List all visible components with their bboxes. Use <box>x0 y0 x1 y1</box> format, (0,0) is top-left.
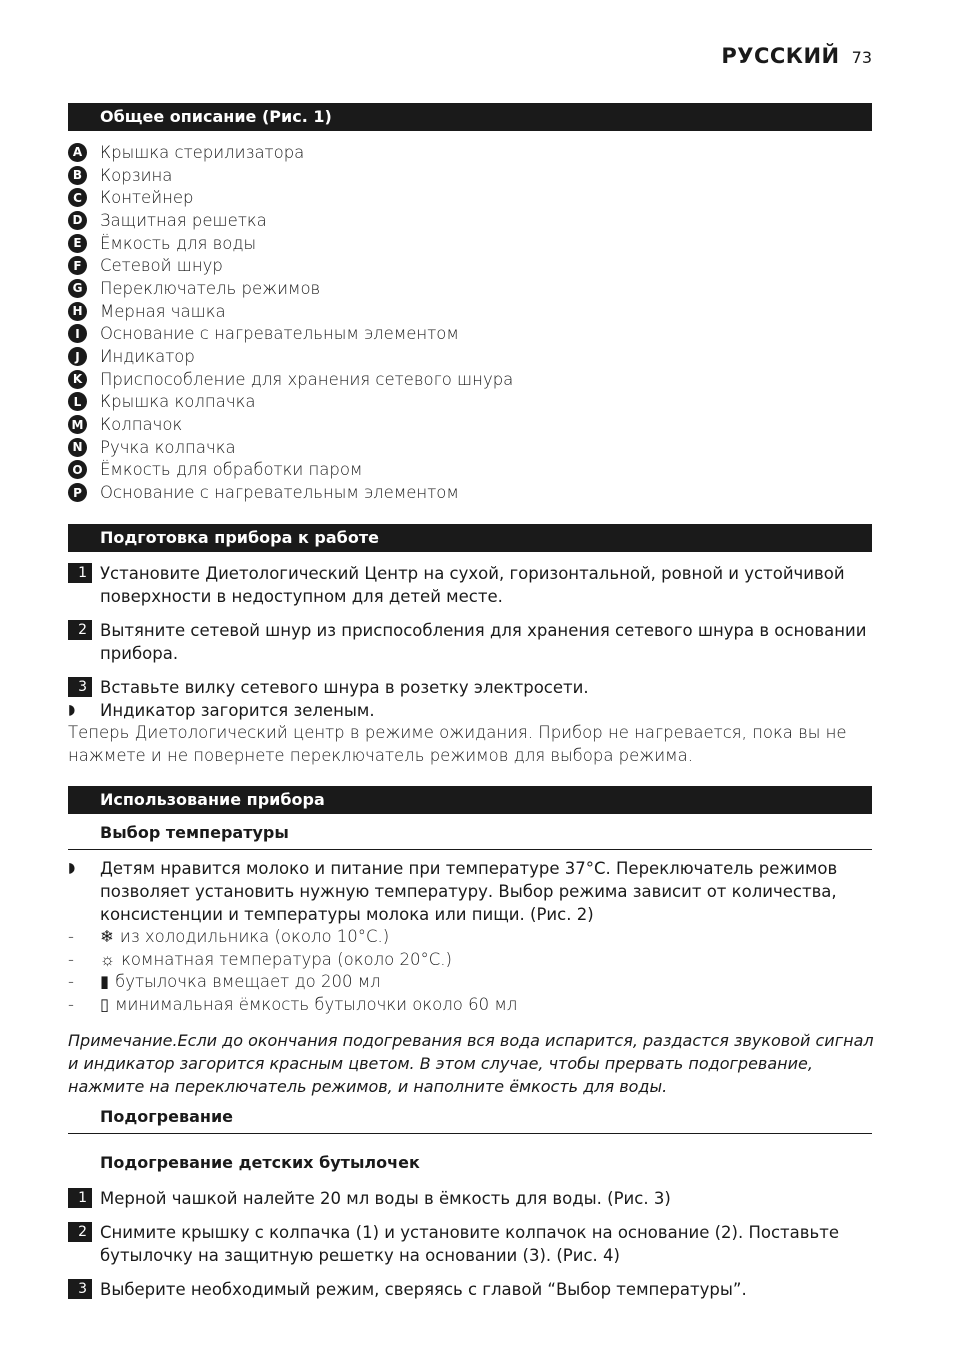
legend-item <box>68 209 513 232</box>
temp-intro-text: Детям нравится молоко и питание при температуре 37°C. Переключатель режимов позволяет установить нужную температуру. Выбор режима зависит от количества, консистенции и температуры молока или пищи. (Рис. 2) <box>100 859 838 924</box>
bottle-full-icon: ▮ <box>100 972 110 992</box>
legend-text: Переключатель режимов <box>100 278 321 298</box>
step-number-badge: 3 <box>68 1279 92 1299</box>
legend-item <box>68 436 513 459</box>
legend-letter-badge: N <box>68 438 87 457</box>
subhead-heating: Подогревание <box>68 1106 872 1134</box>
legend-letter-badge: B <box>68 166 87 185</box>
legend-text: Индикатор <box>100 347 195 367</box>
legend-letter-badge: J <box>68 347 87 366</box>
bottle-empty-icon: ▯ <box>100 995 110 1015</box>
page-header <box>721 44 872 68</box>
legend-item <box>68 300 513 323</box>
section-general-description: Общее описание (Рис. 1) <box>68 103 872 131</box>
step-text: Выберите необходимый режим, сверяясь с главой “Выбор температуры”. <box>100 1280 747 1299</box>
step-text: Снимите крышку с колпачка (1) и установите колпачок на основание (2). Поставьте бутылочку на защитную решетку на основании (3). (Рис. 4) <box>100 1223 839 1265</box>
legend-item <box>68 459 513 482</box>
legend-letter-badge: L <box>68 392 87 411</box>
legend-text: Мерная чашка <box>100 301 226 321</box>
legend-item <box>68 345 513 368</box>
legend-text: Основание с нагревательным элементом <box>100 324 459 344</box>
page-number: 73 <box>851 48 872 67</box>
legend-item <box>68 277 513 300</box>
prep-step-3 <box>68 676 873 699</box>
legend-letter-badge: O <box>68 460 87 479</box>
legend-text: Крышка колпачка <box>100 392 256 412</box>
subhead-heating-bottles: Подогревание детских бутылочек <box>100 1153 420 1172</box>
legend-item <box>68 254 513 277</box>
step-number-badge: 1 <box>68 1188 92 1208</box>
standby-paragraph: Теперь Диетологический центр в режиме ожидания. Прибор не нагревается, пока вы не нажмете и не повернете переключатель режимов для выбора режима. <box>68 723 847 765</box>
bottle-step-1 <box>68 1187 873 1210</box>
section-usage: Использование прибора <box>68 786 872 814</box>
temperature-options <box>68 926 517 1017</box>
step-text: Вытяните сетевой шнур из приспособления для хранения сетевого шнура в основании прибора. <box>100 621 867 663</box>
legend-text: Приспособление для хранения сетевого шнура <box>100 369 514 389</box>
result-text: Индикатор загорится зеленым. <box>100 701 375 720</box>
legend-text: Колпачок <box>100 415 183 435</box>
option-item: - ❄ из холодильника (около 10°C.) <box>68 926 517 949</box>
option-item: - ☼ комнатная температура (около 20°C.) <box>68 949 517 972</box>
legend-item <box>68 391 513 414</box>
legend-item <box>68 164 513 187</box>
legend-letter-badge: A <box>68 143 87 162</box>
prep-result <box>68 699 375 722</box>
legend-text: Контейнер <box>100 188 194 208</box>
parts-legend <box>68 141 513 504</box>
subhead-temperature: Выбор температуры <box>68 822 872 850</box>
step-text: Установите Диетологический Центр на сухой, горизонтальной, ровной и устойчивой поверхности в недоступном для детей месте. <box>100 564 845 606</box>
option-text: минимальная ёмкость бутылочки около 60 мл <box>115 995 518 1015</box>
legend-text: Корзина <box>100 165 173 185</box>
legend-text: Крышка стерилизатора <box>100 142 305 162</box>
legend-item <box>68 481 513 504</box>
legend-letter-badge: H <box>68 302 87 321</box>
option-text: бутылочка вмещает до 200 мл <box>115 972 381 992</box>
legend-text: Ручка колпачка <box>100 437 236 457</box>
legend-letter-badge: K <box>68 370 87 389</box>
section-preparation: Подготовка прибора к работе <box>68 524 872 552</box>
step-text: Вставьте вилку сетевого шнура в розетку электросети. <box>100 678 589 697</box>
legend-item <box>68 141 513 164</box>
step-number-badge: 3 <box>68 677 92 697</box>
legend-text: Основание с нагревательным элементом <box>100 483 459 503</box>
legend-letter-badge: D <box>68 211 87 230</box>
option-item: - ▮ бутылочка вмещает до 200 мл <box>68 971 517 994</box>
legend-text: Сетевой шнур <box>100 256 223 276</box>
legend-letter-badge: P <box>68 483 87 502</box>
prep-step-2 <box>68 619 873 665</box>
sun-icon: ☼ <box>100 949 116 969</box>
legend-text: Ёмкость для обработки паром <box>100 460 363 480</box>
legend-letter-badge: F <box>68 256 87 275</box>
legend-text: Защитная решетка <box>100 210 267 230</box>
legend-letter-badge: I <box>68 324 87 343</box>
temp-intro <box>68 857 873 926</box>
option-text: из холодильника (около 10°C.) <box>119 927 390 946</box>
step-number-badge: 2 <box>68 620 92 640</box>
step-number-badge: 1 <box>68 563 92 583</box>
option-item: - ▯ минимальная ёмкость бутылочки около 60 мл <box>68 994 517 1017</box>
legend-letter-badge: M <box>68 415 87 434</box>
legend-item <box>68 323 513 346</box>
snowflake-icon: ❄ <box>100 927 114 946</box>
option-text: комнатная температура (около 20°C.) <box>121 949 452 969</box>
step-number-badge: 2 <box>68 1222 92 1242</box>
legend-text: Ёмкость для воды <box>100 233 257 253</box>
legend-item <box>68 232 513 255</box>
result-arrow-icon: ◗ <box>68 860 76 876</box>
legend-letter-badge: G <box>68 279 87 298</box>
bottle-step-2 <box>68 1221 873 1267</box>
step-text: Мерной чашкой налейте 20 мл воды в ёмкость для воды. (Рис. 3) <box>100 1189 671 1208</box>
legend-item <box>68 186 513 209</box>
note-paragraph: Примечание.Если до окончания подогревания вся вода испарится, раздастся звуковой сигнал и индикатор загорится красным цветом. В этом случае, чтобы прервать подогревание, нажмите на переключатель режимов, и наполните ёмкость для воды. <box>68 1031 874 1096</box>
legend-letter-badge: E <box>68 234 87 253</box>
result-arrow-icon: ◗ <box>68 702 76 718</box>
legend-letter-badge: C <box>68 188 87 207</box>
legend-item <box>68 413 513 436</box>
legend-item <box>68 368 513 391</box>
language-label: РУССКИЙ <box>721 44 840 68</box>
bottle-step-3 <box>68 1278 873 1301</box>
prep-step-1 <box>68 562 873 608</box>
